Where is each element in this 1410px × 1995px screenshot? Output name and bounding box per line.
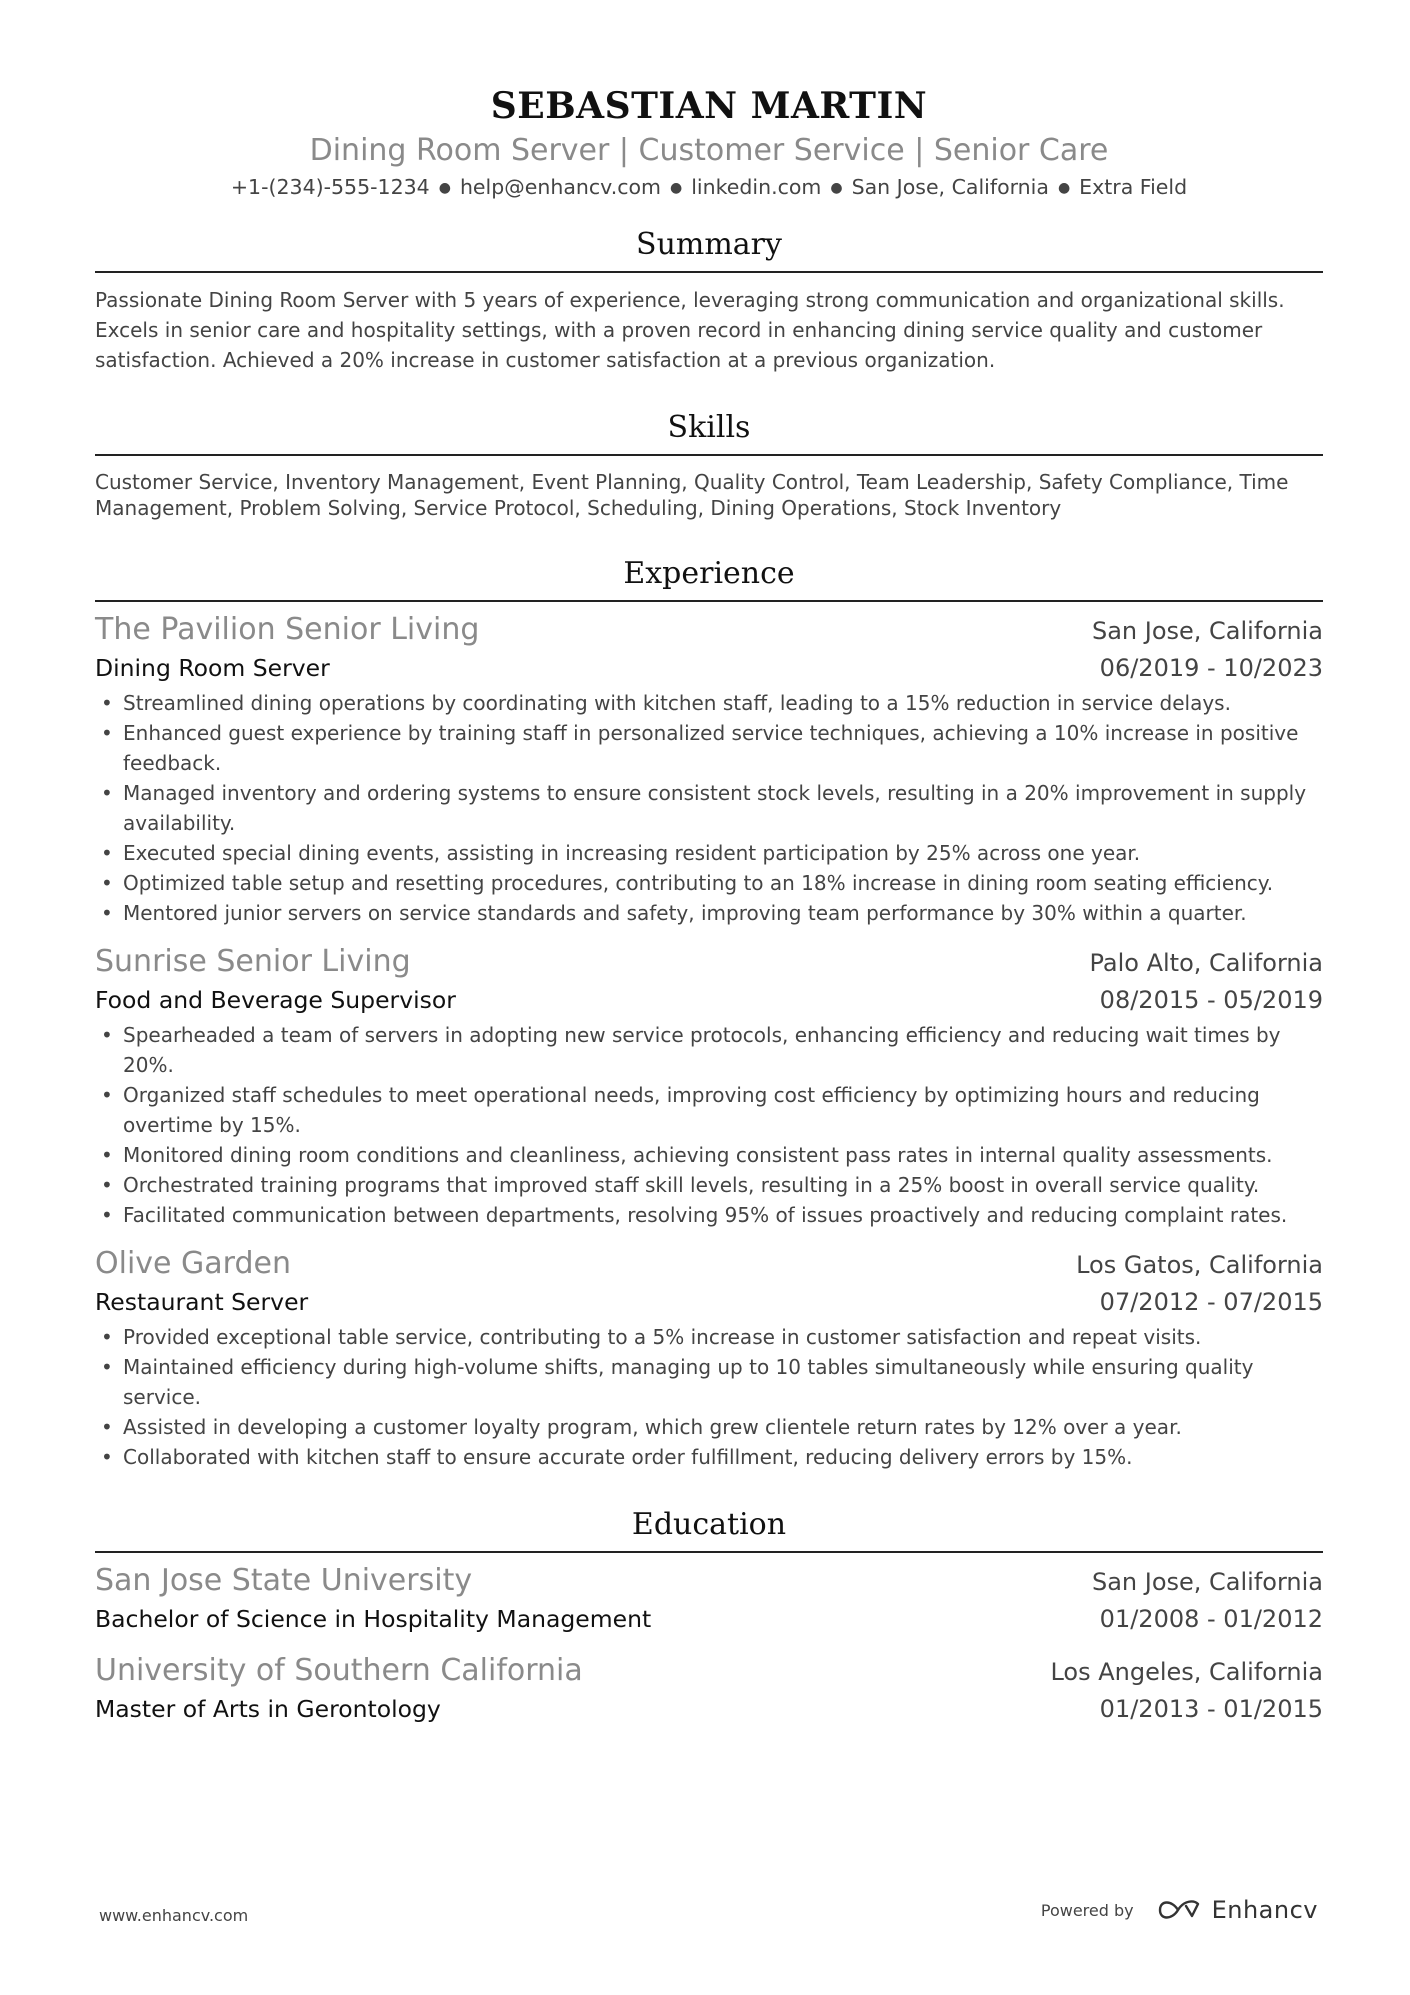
bullet-item: • Provided exceptional table service, contributing to a 5% increase in customer satisfaction and repeat visits. xyxy=(123,1322,1323,1352)
experience-entry xyxy=(95,942,1323,1230)
separator-dot: ● xyxy=(1057,180,1071,196)
bullet-item: • Facilitated communication between departments, resolving 95% of issues proactively and reducing complaint rates. xyxy=(123,1200,1323,1230)
bullet-item: • Assisted in developing a customer loyalty program, which grew clientele return rates by 12% over a year. xyxy=(123,1412,1323,1442)
footer-website[interactable]: www.enhancv.com xyxy=(99,1906,249,1925)
section-title-skills: Skills xyxy=(95,408,1323,456)
section-title-summary: Summary xyxy=(95,225,1323,273)
entry-header-row xyxy=(95,610,1323,650)
contact-email[interactable]: help@enhancv.com xyxy=(459,175,662,199)
job-title: Food and Beverage Supervisor xyxy=(95,986,456,1014)
job-title: Restaurant Server xyxy=(95,1288,309,1316)
bullet-item: • Executed special dining events, assisting in increasing resident participation by 25% across one year. xyxy=(123,838,1323,868)
school-name: San Jose State University xyxy=(95,1563,473,1598)
experience-entry xyxy=(95,610,1323,928)
bullet-list xyxy=(95,688,1323,928)
skills-text: Customer Service, Inventory Management, Event Planning, Quality Control, Team Leadership, Safety Compliance, Time Management, Problem Solving, Service Protocol, Scheduling, Dining Operations, Stock Inventory xyxy=(95,470,1289,520)
degree: Bachelor of Science in Hospitality Management xyxy=(95,1605,652,1633)
company-name: Sunrise Senior Living xyxy=(95,944,411,979)
job-location: Palo Alto, California xyxy=(1089,949,1323,977)
job-location: Los Gatos, California xyxy=(1076,1251,1323,1279)
entry-header-row xyxy=(95,1244,1323,1284)
bullet-list xyxy=(95,1020,1323,1230)
bullet-item: • Streamlined dining operations by coordinating with kitchen staff, leading to a 15% reduction in service delays. xyxy=(123,688,1323,718)
entry-subheader-row xyxy=(95,1284,1323,1320)
enhancv-logo-icon xyxy=(1156,1898,1204,1922)
entry-subheader-row xyxy=(95,1601,1323,1637)
education-dates: 01/2013 - 01/2015 xyxy=(1099,1695,1323,1723)
school-location: Los Angeles, California xyxy=(1050,1658,1323,1686)
education-dates: 01/2008 - 01/2012 xyxy=(1099,1605,1323,1633)
bullet-item: • Spearheaded a team of servers in adopting new service protocols, enhancing efficiency and reducing wait times by 20%. xyxy=(123,1020,1323,1080)
entry-header-row xyxy=(95,1651,1323,1691)
brand-logo[interactable] xyxy=(1156,1896,1318,1924)
bullet-item: • Managed inventory and ordering systems to ensure consistent stock levels, resulting in a 20% improvement in supply availability. xyxy=(123,778,1323,838)
separator-dot: ● xyxy=(830,180,843,196)
bullet-item: • Orchestrated training programs that improved staff skill levels, resulting in a 25% boost in overall service quality. xyxy=(123,1170,1323,1200)
school-name: University of Southern California xyxy=(95,1653,583,1688)
footer-branding xyxy=(1041,1896,1318,1924)
separator-dot: ● xyxy=(438,180,451,196)
job-dates: 06/2019 - 10/2023 xyxy=(1099,654,1323,682)
section-title-education: Education xyxy=(95,1505,1323,1553)
contact-extra: Extra Field xyxy=(1079,175,1188,199)
brand-name: Enhancv xyxy=(1211,1896,1318,1924)
job-dates: 08/2015 - 05/2019 xyxy=(1099,986,1323,1014)
section-title-experience: Experience xyxy=(95,554,1323,602)
contact-linkedin[interactable]: linkedin.com xyxy=(691,175,822,199)
degree: Master of Arts in Gerontology xyxy=(95,1695,441,1723)
bullet-item: • Optimized table setup and resetting procedures, contributing to an 18% increase in dining room seating efficiency. xyxy=(123,868,1323,898)
job-dates: 07/2012 - 07/2015 xyxy=(1099,1288,1323,1316)
contact-location: San Jose, California xyxy=(851,175,1049,199)
education-entry xyxy=(95,1651,1323,1727)
entry-subheader-row xyxy=(95,650,1323,686)
entry-header-row xyxy=(95,1561,1323,1601)
experience-entry xyxy=(95,1244,1323,1472)
contact-line xyxy=(95,172,1323,203)
contact-phone: +1-(234)-555-1234 xyxy=(230,175,430,199)
education-entry xyxy=(95,1561,1323,1637)
candidate-name: SEBASTIAN MARTIN xyxy=(490,85,928,127)
powered-by-label: Powered by xyxy=(1040,1900,1134,1920)
bullet-item: • Collaborated with kitchen staff to ensure accurate order fulfillment, reducing delivery errors by 15%. xyxy=(123,1442,1323,1472)
bullet-item: • Enhanced guest experience by training staff in personalized service techniques, achieving a 10% increase in positive feedback. xyxy=(123,718,1323,778)
school-location: San Jose, California xyxy=(1091,1568,1323,1596)
bullet-item: • Monitored dining room conditions and cleanliness, achieving consistent pass rates in internal quality assessments. xyxy=(123,1140,1323,1170)
entry-subheader-row xyxy=(95,1691,1323,1727)
separator-dot: ● xyxy=(670,180,683,196)
headline: Dining Room Server | Customer Service | Senior Care xyxy=(309,133,1109,168)
bullet-item: • Maintained efficiency during high-volume shifts, managing up to 10 tables simultaneously while ensuring quality service. xyxy=(123,1352,1323,1412)
bullet-list xyxy=(95,1322,1323,1472)
resume-content xyxy=(95,0,1323,1727)
company-name: The Pavilion Senior Living xyxy=(95,612,480,647)
bullet-item: • Organized staff schedules to meet operational needs, improving cost efficiency by optimizing hours and reducing overtime by 15%. xyxy=(123,1080,1323,1140)
entry-header-row xyxy=(95,942,1323,982)
bullet-item: • Mentored junior servers on service standards and safety, improving team performance by 30% within a quarter. xyxy=(123,898,1323,928)
entry-subheader-row xyxy=(95,982,1323,1018)
job-location: San Jose, California xyxy=(1091,617,1323,645)
summary-text: Passionate Dining Room Server with 5 years of experience, leveraging strong communication and organizational skills. Excels in senior care and hospitality settings, with a proven record in enhancing dining service quality and customer satisfaction. Achieved a 20% increase in customer satisfaction at a previous organization. xyxy=(95,288,1285,372)
company-name: Olive Garden xyxy=(95,1246,291,1281)
job-title: Dining Room Server xyxy=(95,654,330,682)
